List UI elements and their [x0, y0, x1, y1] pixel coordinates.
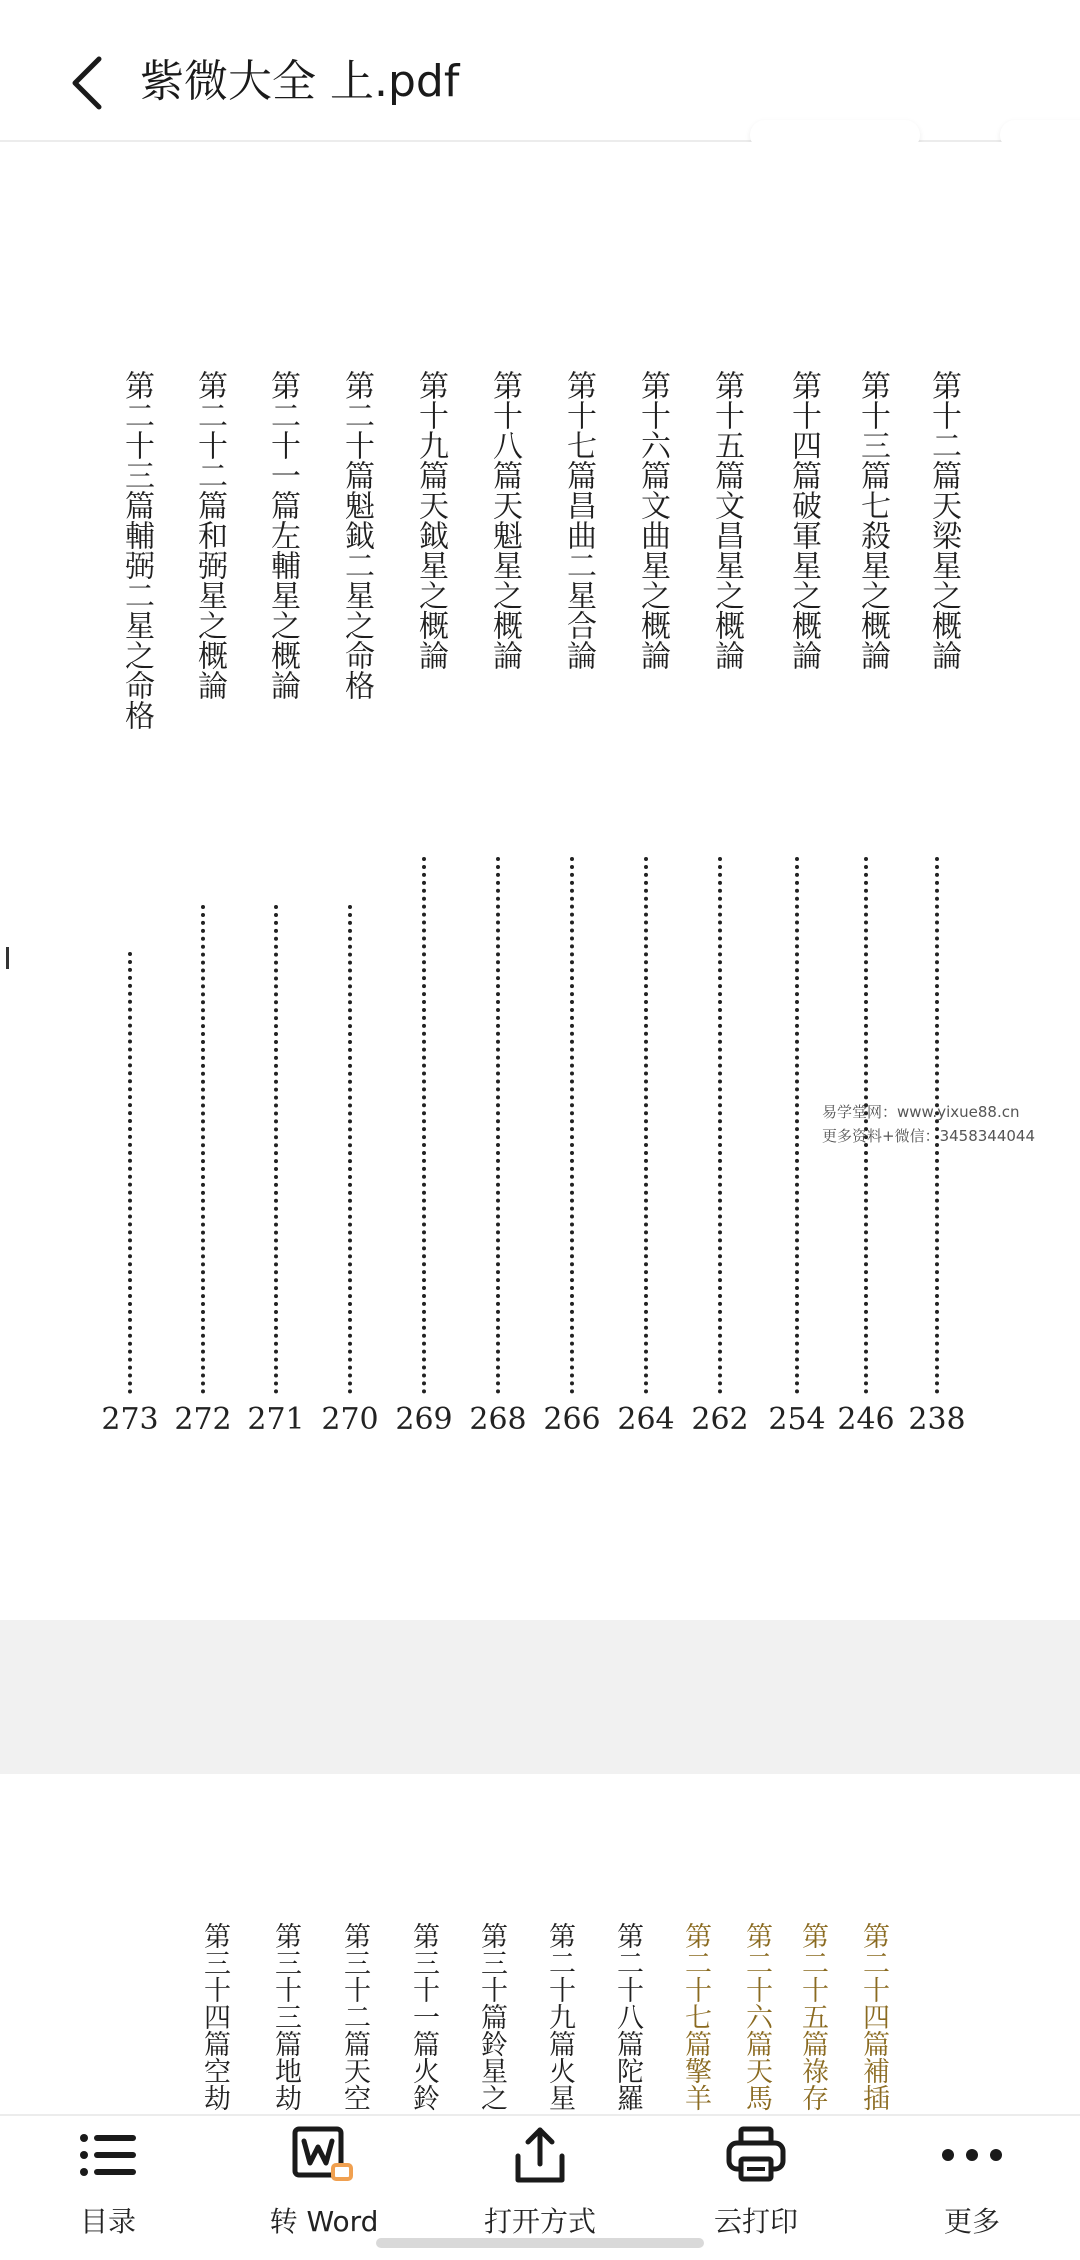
- share-open-icon: [500, 2122, 580, 2188]
- toc-page-number: 270: [321, 1402, 379, 1437]
- toc-entry-title: [468, 370, 528, 670]
- toc-entry-title: [836, 370, 896, 670]
- toc-page-number: 268: [469, 1402, 527, 1437]
- toc-leader-dots: [274, 905, 278, 1395]
- toc-entry-title: [616, 370, 676, 670]
- toc-entry-text: 第二十九篇火星: [544, 1922, 575, 2111]
- toc-entry-title: [845, 1922, 897, 2111]
- toc-entry-text: 第二十五篇祿存: [797, 1922, 828, 2111]
- page-edge-mark: [6, 947, 9, 969]
- toc-entry-title: [257, 1922, 309, 2111]
- toc-page-number: 266: [543, 1402, 601, 1437]
- toc-entry-title: [186, 1922, 238, 2111]
- toc-page-number: 271: [247, 1402, 305, 1437]
- pdf-page-2: [0, 1774, 1080, 2114]
- toc-entry-text: 第三十篇鈴星之: [476, 1922, 507, 2111]
- toc-entry-title: [784, 1922, 836, 2111]
- toc-leader-dots: [795, 857, 799, 1394]
- toc-entry-text: 第十七篇昌曲二星合論: [561, 370, 596, 670]
- toc-page-number: 246: [837, 1402, 895, 1437]
- convert-word-icon: [284, 2122, 364, 2188]
- toc-entry-text: 第二十二篇和弼星之概論: [192, 370, 227, 700]
- toolbar-label: 更多: [943, 2205, 1000, 2238]
- toc-page-number: 269: [395, 1402, 453, 1437]
- back-button[interactable]: [56, 48, 116, 118]
- page-separator: [0, 1620, 1080, 1774]
- toolbar-label: 打开方式: [483, 2205, 596, 2238]
- toc-page-number: 238: [908, 1402, 966, 1437]
- toc-page-number: 254: [768, 1402, 826, 1437]
- watermark-line: 易学堂网：www.yixue88.cn: [822, 1103, 1020, 1121]
- list-icon: [68, 2122, 148, 2188]
- pdf-page-1: [0, 142, 1080, 1620]
- toolbar-label: 云打印: [713, 2205, 798, 2238]
- printer-icon: [716, 2122, 796, 2188]
- toc-entry-title: [907, 370, 967, 670]
- toc-page-number: 273: [101, 1402, 159, 1437]
- toc-entry-text: 第十六篇文曲星之概論: [635, 370, 670, 670]
- toc-entry-title: [542, 370, 602, 670]
- toolbar-label: 目录: [79, 2205, 136, 2238]
- toc-entry-text: 第三十一篇火鈴: [408, 1922, 439, 2111]
- toc-entry-text: 第十九篇天鉞星之概論: [413, 370, 448, 670]
- toc-entry-text: 第二十四篇補插: [858, 1922, 889, 2111]
- toc-leader-dots: [570, 857, 574, 1394]
- toc-entry-text: 第十三篇七殺星之概論: [855, 370, 890, 670]
- toc-entry-title: [326, 1922, 378, 2111]
- toolbar-more-button[interactable]: [864, 2116, 1080, 2260]
- toc-entry-title: [463, 1922, 515, 2111]
- toolbar-label: 转 Word: [269, 2205, 379, 2238]
- more-dots-icon: [932, 2122, 1012, 2188]
- watermark-line: 更多资料+微信：3458344044: [822, 1127, 1036, 1145]
- toc-entry-text: 第三十二篇天空: [339, 1922, 370, 2111]
- toc-leader-dots: [201, 905, 205, 1395]
- toc-entry-title: [690, 370, 750, 670]
- toc-entry-text: 第二十三篇輔弼二星之命格: [119, 370, 154, 730]
- toc-entry-text: 第三十三篇地劫: [270, 1922, 301, 2111]
- toc-entry-text: 第三十四篇空劫: [199, 1922, 230, 2111]
- toc-entry-text: 第二十篇魁鉞二星之命格: [339, 370, 374, 700]
- toc-leader-dots: [718, 857, 722, 1394]
- toc-entry-title: [246, 370, 306, 700]
- toc-entry-text: 第二十七篇擎羊: [680, 1922, 711, 2111]
- toc-entry-title: [531, 1922, 583, 2111]
- toc-entry-title: [395, 1922, 447, 2111]
- toc-leader-dots: [422, 857, 426, 1394]
- toc-leader-dots: [644, 857, 648, 1394]
- toc-leader-dots: [128, 952, 132, 1394]
- chevron-left-icon: [69, 55, 103, 111]
- toc-entry-text: 第十八篇天魁星之概論: [487, 370, 522, 670]
- toc-page-number: 272: [174, 1402, 232, 1437]
- toc-entry-text: 第十二篇天梁星之概論: [926, 370, 961, 670]
- toc-entry-title: [599, 1922, 651, 2111]
- home-indicator: [376, 2238, 704, 2248]
- toc-entry-title: [173, 370, 233, 700]
- toc-entry-title: [100, 370, 160, 730]
- toc-entry-text: 第二十一篇左輔星之概論: [265, 370, 300, 700]
- toc-entry-text: 第二十八篇陀羅: [612, 1922, 643, 2111]
- toc-entry-title: [394, 370, 454, 670]
- toc-leader-dots: [348, 905, 352, 1395]
- watermark: [822, 1100, 1035, 1148]
- toc-entry-title: [667, 1922, 719, 2111]
- toc-entry-title: [320, 370, 380, 700]
- top-bar: [0, 0, 1080, 142]
- document-title: 紫微大全 上.pdf: [140, 56, 460, 107]
- toc-entry-text: 第二十六篇天馬: [741, 1922, 772, 2111]
- toc-leader-dots: [496, 857, 500, 1394]
- toc-entry-title: [728, 1922, 780, 2111]
- pdf-viewer[interactable]: [0, 142, 1080, 2114]
- toc-page-number: 264: [617, 1402, 675, 1437]
- toc-entry-text: 第十四篇破軍星之概論: [786, 370, 821, 670]
- toc-entry-title: [767, 370, 827, 670]
- toc-page-number: 262: [691, 1402, 749, 1437]
- toolbar-catalog-button[interactable]: [0, 2116, 216, 2260]
- toc-entry-text: 第十五篇文昌星之概論: [709, 370, 744, 670]
